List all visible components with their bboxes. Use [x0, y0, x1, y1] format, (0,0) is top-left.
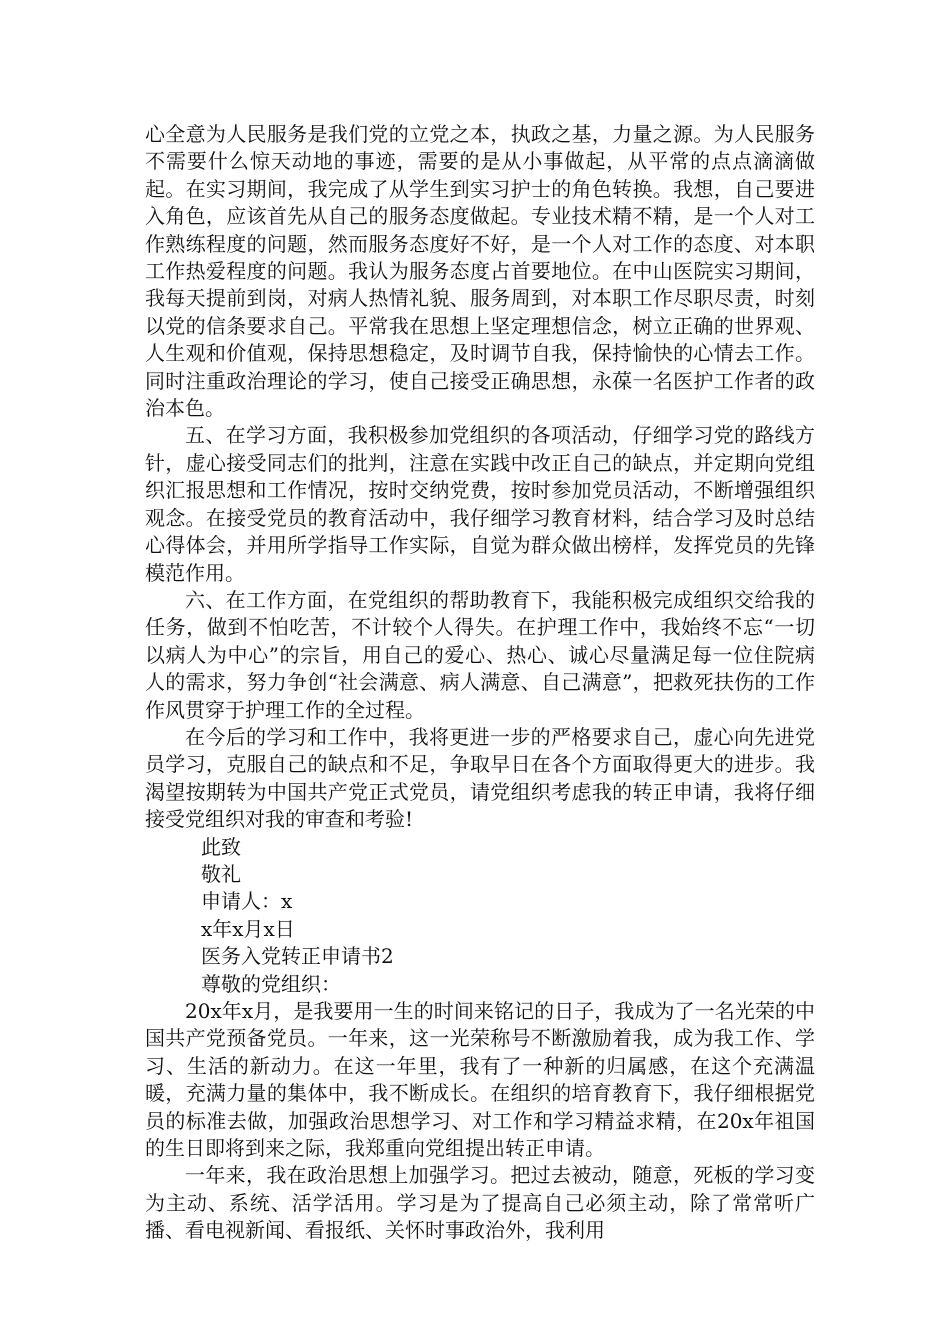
second-letter-greeting: 尊敬的党组织：	[201, 971, 341, 996]
closing-regards: 敬礼	[201, 861, 241, 886]
application-date: x年x月x日	[201, 916, 295, 941]
paragraph-study-aspect: 五、在学习方面，我积极参加党组织的各项活动，仔细学习党的路线方针，虚心接受同志们的批判，注意在实践中改正自己的缺点，并定期向党组织汇报思想和工作情况，按时交纳党费，按时参加党员活动，不断增强组织观念。在接受党员的教育活动中，我仔细学习教育材料，结合学习及时总结心得体会，并用所学指导工作实际，自觉为群众做出榜样，发挥党员的先锋模范作用。	[145, 423, 815, 585]
paragraph-future-commitment: 在今后的学习和工作中，我将更进一步的严格要求自己，虚心向先进党员学习，克服自己的缺点和不足，争取早日在各个方面取得更大的进步。我渴望按期转为中国共产党正式党员，请党组织考虑我的转正申请，我将仔细接受党组织对我的审查和考验!	[145, 724, 815, 832]
applicant-signature: 申请人：x	[201, 889, 293, 914]
document-body	[145, 121, 815, 1245]
closing-salutation: 此致	[201, 834, 241, 859]
paragraph-political-study: 一年来，我在政治思想上加强学习。把过去被动，随意，死板的学习变为主动、系统、活学活用。学习是为了提高自己必须主动，除了常常听广播、看电视新闻、看报纸、关怀时事政治外，我利用	[145, 1163, 815, 1243]
paragraph-work-aspect: 六、在工作方面，在党组织的帮助教育下，我能积极完成组织交给我的任务，做到不怕吃苦，不计较个人得失。在护理工作中，我始终不忘“一切以病人为中心”的宗旨，用自己的爱心、热心、诚心尽量满足每一位住院病人的需求，努力争创“社会满意、病人满意、自己满意”，把救死扶伤的工作作风贯穿于护理工作的全过程。	[145, 587, 815, 722]
paragraph-probationary-member: 20x年x月，是我要用一生的时间来铭记的日子，我成为了一名光荣的中国共产党预备党员。一年来，这一光荣称号不断激励着我，成为我工作、学习、生活的新动力。在这一年里，我有了一种新的归属感，在这个充满温暖，充满力量的集体中，我不断成长。在组织的培育教育下，我仔细根据党员的标准去做，加强政治思想学习、对工作和学习精益求精，在20x年祖国的生日即将到来之际，我郑重向党组提出转正申请。	[145, 999, 815, 1161]
second-letter-title: 医务入党转正申请书2	[201, 944, 394, 969]
paragraph-service-attitude: 心全意为人民服务是我们党的立党之本，执政之基，力量之源。为人民服务不需要什么惊天动地的事迹，需要的是从小事做起，从平常的点点滴滴做起。在实习期间，我完成了从学生到实习护士的角色转换。我想，自己要进入角色，应该首先从自己的服务态度做起。专业技术精不精，是一个人对工作熟练程度的问题，然而服务态度好不好，是一个人对工作的态度、对本职工作热爱程度的问题。我认为服务态度占首要地位。在中山医院实习期间，我每天提前到岗，对病人热情礼貌、服务周到，对本职工作尽职尽责，时刻以党的信条要求自己。平常我在思想上坚定理想信念，树立正确的世界观、人生观和价值观，保持思想稳定，及时调节自我，保持愉快的心情去工作。同时注重政治理论的学习，使自己接受正确思想，永葆一名医护工作者的政治本色。	[145, 122, 815, 421]
